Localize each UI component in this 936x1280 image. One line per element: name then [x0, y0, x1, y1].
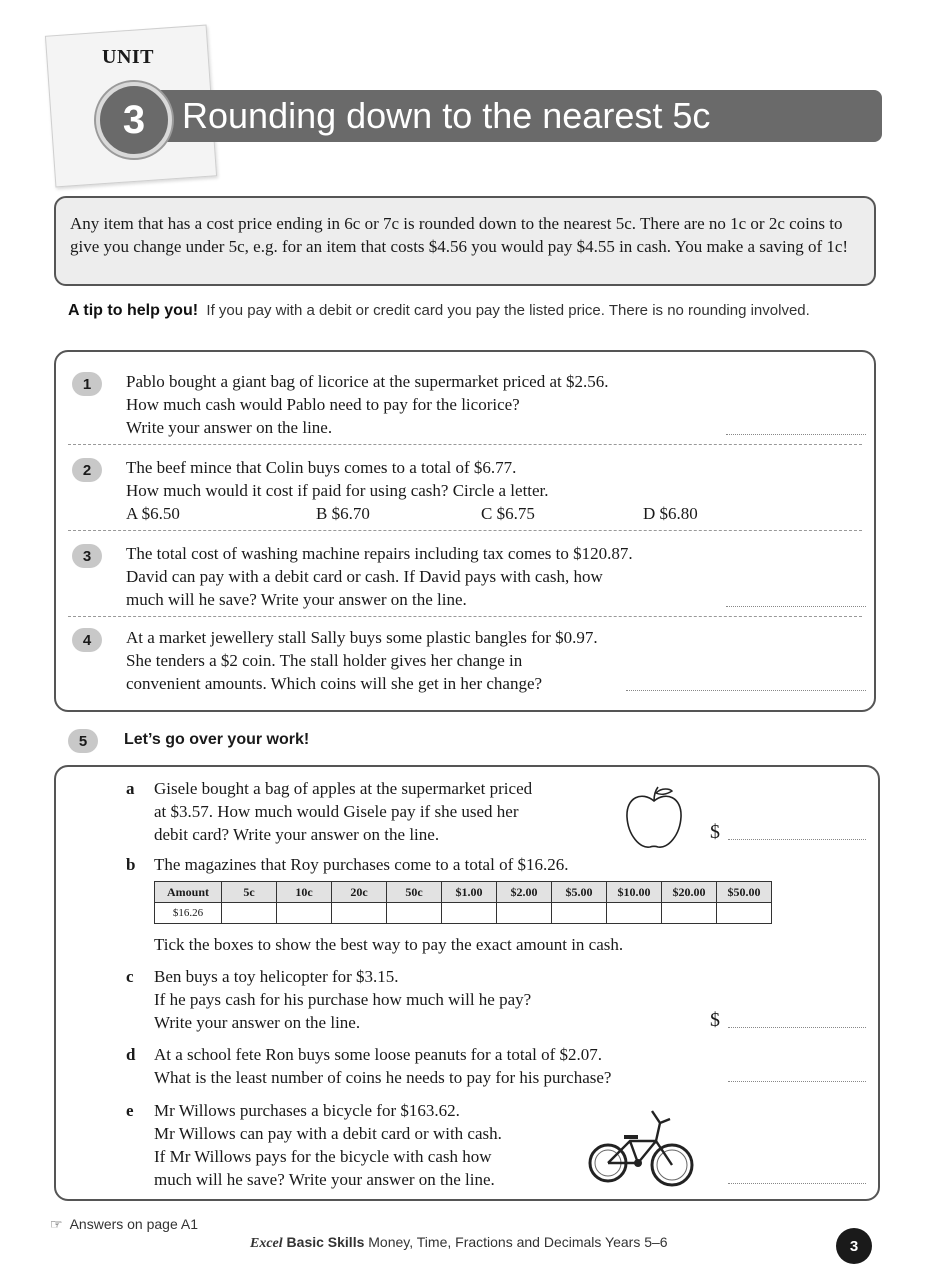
question-4-text: At a market jewellery stall Sally buys some plastic bangles for $0.97. She tenders a $2 coin. The stall holder gives her change in convenient amounts. Which coins will she get in her change?: [126, 628, 598, 693]
item-c-text: Ben buys a toy helicopter for $3.15. If he pays cash for his purchase how much will he pay? Write your answer on the line.: [154, 967, 532, 1032]
divider: [68, 444, 862, 445]
brand: Excel: [250, 1236, 283, 1251]
item-letter: b: [126, 855, 136, 874]
tick-box[interactable]: [332, 903, 387, 924]
answer-line[interactable]: [728, 1183, 866, 1184]
footer-title: Excel Basic Skills Money, Time, Fractions and Decimals Years 5–6: [250, 1234, 668, 1251]
table-header: $5.00: [552, 882, 607, 903]
item-letter: a: [126, 779, 135, 798]
pointing-hand-icon: ☞: [50, 1216, 63, 1232]
dollar-sign: $: [710, 1009, 720, 1031]
page-number: 3: [836, 1228, 872, 1264]
divider: [68, 530, 862, 531]
footer-answers-note: ☞ Answers on page A1: [50, 1216, 198, 1232]
item-letter: c: [126, 967, 134, 986]
table-header: 50c: [387, 882, 442, 903]
coin-table-header-row: [155, 882, 772, 903]
review-box: [54, 765, 880, 1201]
answer-line[interactable]: [728, 1027, 866, 1028]
dollar-sign: $: [710, 821, 720, 843]
table-header: $2.00: [497, 882, 552, 903]
question-number: 4: [72, 628, 102, 652]
question-number: 3: [72, 544, 102, 568]
questions-box: [54, 350, 876, 712]
tip-text: If you pay with a debit or credit card you pay the listed price. There is no rounding involved.: [206, 302, 810, 319]
tip-label: A tip to help you!: [68, 302, 199, 319]
unit-number-badge: 3: [96, 82, 172, 158]
divider: [68, 616, 862, 617]
table-header: $20.00: [662, 882, 717, 903]
tick-box[interactable]: [717, 903, 772, 924]
choice-b[interactable]: B $6.70: [316, 504, 370, 523]
tick-box[interactable]: [497, 903, 552, 924]
table-header: Amount: [155, 882, 222, 903]
answer-line[interactable]: [728, 839, 866, 840]
tick-box[interactable]: [387, 903, 442, 924]
coin-table-row: [155, 903, 772, 924]
amount-cell: $16.26: [155, 903, 222, 924]
item-letter: d: [126, 1045, 136, 1064]
question-number: 1: [72, 372, 102, 396]
item-a-text: Gisele bought a bag of apples at the supermarket priced at $3.57. How much would Gisele pay if she used her debit card? Write your answer on the line.: [154, 779, 533, 844]
answer-line[interactable]: [728, 1081, 866, 1082]
intro-box: [54, 196, 876, 286]
tick-box[interactable]: [222, 903, 277, 924]
item-d-text: At a school fete Ron buys some loose peanuts for a total of $2.07. What is the least number of coins he needs to pay for his purchase?: [154, 1045, 612, 1087]
item-b-instruction: Tick the boxes to show the best way to pay the exact amount in cash.: [154, 935, 624, 954]
tick-box[interactable]: [277, 903, 332, 924]
item-letter: e: [126, 1101, 134, 1120]
table-header: 5c: [222, 882, 277, 903]
choice-c[interactable]: C $6.75: [481, 504, 535, 523]
unit-label: UNIT: [102, 46, 155, 68]
table-header: $1.00: [442, 882, 497, 903]
item-b-text: The magazines that Roy purchases come to a total of $16.26.: [154, 855, 569, 874]
tick-box[interactable]: [552, 903, 607, 924]
question-3-text: The total cost of washing machine repairs including tax comes to $120.87. David can pay with a debit card or cash. If David pays with cash, how much will he save? Write your answer on the line.: [126, 544, 633, 609]
apple-icon: [622, 785, 686, 851]
tick-box[interactable]: [607, 903, 662, 924]
choice-a[interactable]: A $6.50: [126, 504, 180, 523]
table-header: 20c: [332, 882, 387, 903]
table-header: $10.00: [607, 882, 662, 903]
tick-box[interactable]: [662, 903, 717, 924]
table-header: $50.00: [717, 882, 772, 903]
intro-text: Any item that has a cost price ending in 6c or 7c is rounded down to the nearest 5c. There are no 1c or 2c coins to give you change under 5c, e.g. for an item that costs $4.56 you would pay $4.55 in cash. You make a saving of 1c!: [70, 214, 849, 256]
item-e-text: Mr Willows purchases a bicycle for $163.62. Mr Willows can pay with a debit card or with cash. If Mr Willows pays for the bicycle with cash how much will he save? Write your answer on the line.: [154, 1101, 502, 1189]
answer-line[interactable]: [726, 434, 866, 435]
question-number: 5: [68, 729, 98, 753]
tick-box[interactable]: [442, 903, 497, 924]
section-5-label: Let’s go over your work!: [124, 731, 310, 748]
tip: [68, 300, 848, 322]
page-title: Rounding down to the nearest 5c: [182, 95, 711, 136]
question-number: 2: [72, 458, 102, 482]
bicycle-icon: [586, 1101, 696, 1193]
answer-choices: [126, 502, 766, 525]
table-header: 10c: [277, 882, 332, 903]
coin-table: [154, 881, 772, 924]
answer-line[interactable]: [726, 606, 866, 607]
question-1-text: Pablo bought a giant bag of licorice at the supermarket priced at $2.56. How much cash would Pablo need to pay for the licorice? Write your answer on the line.: [126, 372, 609, 437]
question-2-text: The beef mince that Colin buys comes to a total of $6.77. How much would it cost if paid for using cash? Circle a letter. A $6.50 B $6.70 C $6.75 D $6.80: [126, 456, 766, 525]
answer-line[interactable]: [626, 690, 866, 691]
choice-d[interactable]: D $6.80: [643, 504, 698, 523]
